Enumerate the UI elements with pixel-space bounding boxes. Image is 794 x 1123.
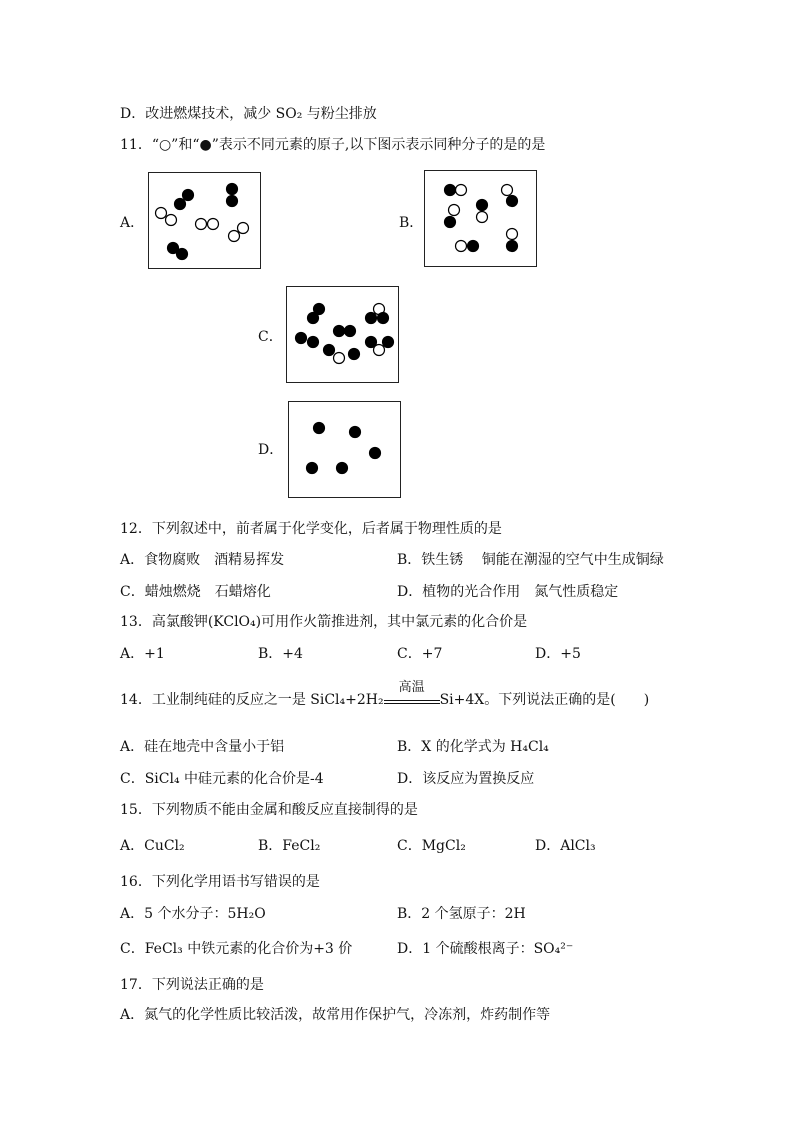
q11-diagram-c-svg (287, 287, 400, 384)
q13-option-d: D．+5 (535, 646, 581, 662)
q15-option-b: B．FeCl₂ (258, 838, 321, 854)
q16-option-c: C．FeCl₃ 中铁元素的化合价为+3 价 (120, 941, 353, 957)
q16-option-d: D．1 个硫酸根离子：SO₄²⁻ (397, 941, 574, 957)
q11-diagram-c (286, 286, 399, 383)
q13-option-b: B．+4 (258, 646, 303, 662)
q16-stem: 16．下列化学用语书写错误的是 (120, 874, 320, 890)
q11-diagram-a (148, 172, 261, 269)
q17-stem: 17．下列说法正确的是 (120, 977, 264, 993)
q13-stem: 13．高氯酸钾(KClO₄)可用作火箭推进剂，其中氯元素的化合价是 (120, 614, 528, 630)
q14-option-d: D．该反应为置换反应 (397, 771, 535, 787)
q11-diagram-b (424, 170, 537, 267)
q14-stem-prefix: 14．工业制纯硅的反应之一是 SiCl₄+2H₂ (120, 692, 384, 708)
q16-option-b: B．2 个氢原子：2H (397, 906, 526, 922)
q11-diagram-d (288, 401, 401, 498)
q11-diagram-d-svg (289, 402, 402, 499)
q14-reaction-arrow (384, 680, 440, 704)
q11-diagram-a-svg (149, 173, 262, 270)
q14-reaction-condition: 高温 (398, 680, 425, 695)
q10-option-d: D．改进燃煤技术，减少 SO₂ 与粉尘排放 (120, 106, 377, 122)
q12-option-c: C．蜡烛燃烧 石蜡熔化 (120, 584, 271, 600)
q13-option-a: A．+1 (120, 646, 165, 662)
q11-label-a: A． (120, 215, 145, 231)
q14-stem-suffix: Si+4X。下列说法正确的是( ) (439, 692, 650, 708)
q11-label-d: D． (258, 442, 284, 458)
q12-option-a: A．食物腐败 酒精易挥发 (120, 552, 285, 568)
q15-option-d: D．AlCl₃ (535, 838, 596, 854)
q11-label-b: B． (399, 215, 424, 231)
q11-label-c: C． (258, 329, 283, 345)
q11-diagram-b-svg (425, 171, 538, 268)
q12-stem: 12．下列叙述中，前者属于化学变化，后者属于物理性质的是 (120, 521, 502, 537)
q15-option-a: A．CuCl₂ (120, 838, 185, 854)
q14-stem (120, 680, 650, 709)
q14-option-c: C．SiCl₄ 中硅元素的化合价是-4 (120, 771, 324, 787)
q13-option-c: C．+7 (397, 646, 443, 662)
q12-option-b: B．铁生锈 铜能在潮湿的空气中生成铜绿 (397, 552, 664, 568)
q11-stem: 11．“○”和“●”表示不同元素的原子,以下图示表示同种分子的是的是 (120, 137, 546, 153)
q12-option-d: D．植物的光合作用 氮气性质稳定 (397, 584, 619, 600)
q17-option-a: A．氮气的化学性质比较活泼，故常用作保护气，冷冻剂，炸药制作等 (120, 1007, 551, 1023)
q14-option-b: B．X 的化学式为 H₄Cl₄ (397, 739, 549, 755)
q15-stem: 15．下列物质不能由金属和酸反应直接制得的是 (120, 802, 418, 818)
q15-option-c: C．MgCl₂ (397, 838, 466, 854)
q16-option-a: A．5 个水分子：5H₂O (120, 906, 266, 922)
q14-option-a: A．硅在地壳中含量小于铝 (120, 739, 285, 755)
